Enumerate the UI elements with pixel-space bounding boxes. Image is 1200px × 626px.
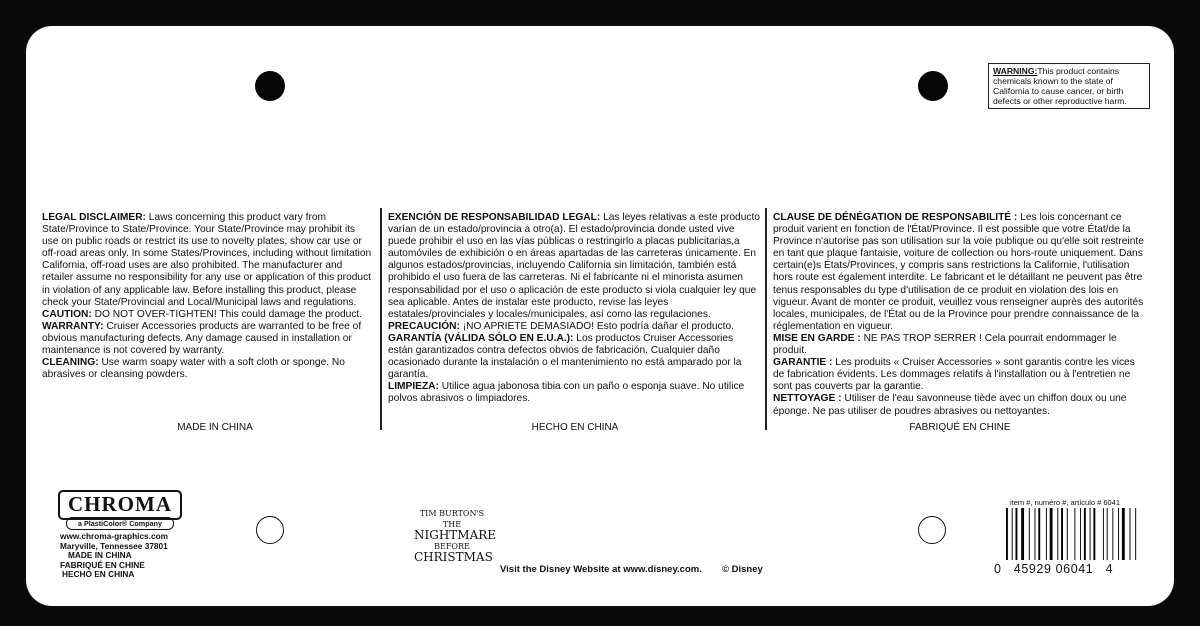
mounting-hole-top-left: [255, 71, 285, 101]
made-in-china: MADE IN CHINA: [177, 422, 253, 433]
nmbc-line3: NIGHTMARE: [414, 528, 497, 542]
nmbc-line1: TIM BURTON'S: [419, 509, 485, 518]
nettoyage-text: Utiliser de l'eau savonneuse tiède avec un chiffon doux ou une éponge. Ne pas utiliser de poudres abrasives ou nettoyantes.: [773, 393, 1127, 417]
prop65-warning: [988, 63, 1150, 109]
garantia-text: Los productos Cruiser Accessories están garantizados contra defectos obvios de fabricación. Cualquier daño ocasionado durante la instalación o el mantenimiento no está amparado por la garantía.: [388, 332, 742, 381]
hecho-en-china: HECHO EN CHINA: [531, 422, 619, 433]
chroma-website: www.chroma-graphics.com: [60, 531, 169, 541]
precaucion-label: PRECAUCIÓN:: [388, 320, 460, 332]
chroma-made-fr: FABRIQUÉ EN CHINE: [60, 559, 145, 570]
limpieza-label: LIMPIEZA:: [388, 381, 439, 393]
item-number: item #, numéro #, artículo # 6041: [1010, 498, 1121, 507]
disney-website-text: Visit the Disney Website at www.disney.com.: [500, 564, 702, 575]
caution-label: CAUTION:: [42, 308, 92, 320]
exencion-label: EXENCIÓN DE RESPONSABILIDAD LEGAL:: [388, 212, 601, 223]
clause-text: Les lois concernant ce produit varient en fonction de l'État/Province. Il est possible que votre État/de la Province n'autorise pas son utilisation sur la voie publique ou qu'elle soit restreinte en tant que plaque fantaisie, voiture de collection ou hors-route uniquement. Dans certain(e)s États/Provinces, y compris sans restrictions la Californie, l'utilisation hors route est également interdite. Le fabricant et le détaillant ne peuvent pas être tenus responsables du type d'utilisation de ce produit en violation des lois en vigueur. Avant de monter ce produit, veuillez vous renseigner auprès des autorités locales, municipales, de l'État ou de la Province pour prendre connaissance de la réglementation en vigueur.: [773, 212, 1144, 332]
precaucion-text: ¡NO APRIETE DEMASIADO! Esto podría dañar el producto.: [462, 320, 734, 332]
warning-text: This product contains chemicals known to the state of California to cause cancer, or birth defects or other reproductive harm.: [993, 66, 1127, 106]
nightmare-before-christmas-logo: [414, 508, 497, 564]
nmbc-line5: CHRISTMAS: [414, 550, 493, 564]
mounting-hole-bottom-left: [256, 516, 284, 544]
mise-en-garde-text: NE PAS TROP SERRER ! Cela pourrait endommager le produit.: [773, 332, 1117, 357]
caution-text: DO NOT OVER-TIGHTEN! This could damage the product.: [94, 308, 363, 320]
garantie-text: Les produits « Cruiser Accessories » sont garantis contre les vices de fabrication évidents. Les dommages relatifs à l'installation ou à l'entretien ne sont pas couverts par la garantie.: [773, 357, 1135, 393]
warning-label: WARNING:: [993, 66, 1038, 76]
mise-en-garde-label: MISE EN GARDE :: [773, 332, 861, 344]
legal-disclaimer-label: LEGAL DISCLAIMER:: [42, 212, 146, 223]
nettoyage-label: NETTOYAGE :: [773, 393, 842, 405]
barcode-icon: [1004, 508, 1140, 560]
legal-disclaimer-text: Laws concerning this product vary from State/Province to State/Province. Your State/Province may prohibit its use on public roads or restrict its use to novelty plates, show car use or off-road areas only. In some States/Provinces, including without limitation California, off-road uses are also prohibited. The manufacturer and retailer assume no responsibility for any use or application of this product in violation of any applicable law. Before installing this product, please check your State/Provincial and Local/Municipal laws and regulations.: [42, 212, 372, 308]
chroma-made-en: MADE IN CHINA: [68, 550, 132, 561]
warranty-text: Cruiser Accessories products are warranted to be free of obvious manufacturing defects. Any damage caused in installation or maintenance is not covered by warranty.: [42, 320, 362, 357]
fabrique-en-chine: FABRIQUÉ EN CHINE: [909, 422, 1011, 433]
limpieza-text: Utilice agua jabonosa tibia con un paño o esponja suave. No utilice polvos abrasivos o limpiadores.: [388, 381, 745, 405]
chroma-made-es: HECHO EN CHINA: [62, 569, 135, 580]
warranty-label: WARRANTY:: [42, 320, 104, 332]
cleaning-text: Use warm soapy water with a soft cloth or sponge. No abrasives or cleansing powders.: [42, 357, 345, 381]
mounting-hole-bottom-right: [918, 516, 946, 544]
chroma-tagline: a PlastiColor® Company: [66, 517, 174, 530]
french-column: [773, 212, 1145, 418]
barcode-digits: 0 45929 06041 4: [994, 562, 1114, 576]
column-divider-1: [380, 208, 382, 430]
clause-label: CLAUSE DE DÉNÉGATION DE RESPONSABILITÉ :: [773, 212, 1018, 223]
chroma-info: [60, 532, 168, 580]
chroma-logo: CHROMA: [58, 490, 182, 520]
exencion-text: Las leyes relativas a este producto varían de un estado/provincia a otro(a). El estado/provincia donde usted vive puede prohibir el uso en las vías públicas o restringirlo a placas publicitarias,a automóviles de exhibición o en áreas apartadas de las carreteras únicamente. En algunos estados/provincias, incluyendo California sin limitación, también está prohibido el uso fuera de las carreteras. Ni el fabricante ni el minorista asumen responsabilidad por el uso o aplicación de este producto si viola cualquier ley que sea aplicable. Antes de instalar este producto, revise las leyes estatales/provinciales y locales/municipales, así como las regulaciones.: [388, 212, 760, 320]
nmbc-line4: BEFORE: [434, 542, 470, 551]
column-divider-2: [765, 208, 767, 430]
chroma-address: Maryville, Tennessee 37801: [60, 540, 168, 551]
cleaning-label: CLEANING:: [42, 357, 99, 369]
english-column: [42, 212, 374, 381]
disney-copyright: © Disney: [722, 564, 763, 575]
garantie-label: GARANTIE :: [773, 357, 833, 369]
mounting-hole-top-right: [918, 71, 948, 101]
garantia-label: GARANTÍA (VÁLIDA SÓLO EN E.U.A.):: [388, 332, 574, 344]
nmbc-line2: THE: [442, 520, 462, 529]
spanish-column: [388, 212, 760, 406]
